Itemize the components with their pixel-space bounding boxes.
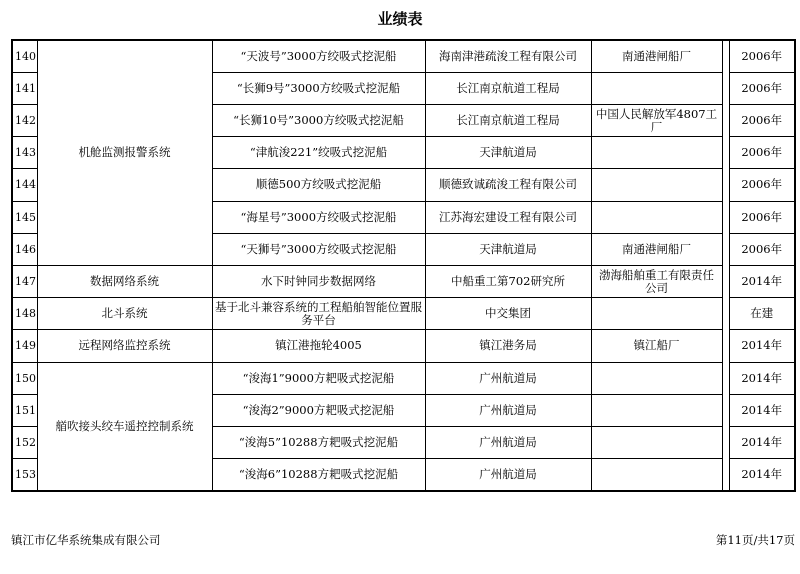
project-name: “津航浚221”绞吸式挖泥船: [212, 137, 425, 169]
table-row: [12, 298, 795, 330]
year: 2006年: [729, 233, 795, 265]
system-name: 北斗系统: [37, 298, 212, 330]
shipyard-name: [591, 459, 722, 491]
system-name: 艏吹接头绞车遥控控制系统: [37, 362, 212, 491]
gap-cell: [722, 362, 729, 394]
project-name: 镇江港拖轮4005: [212, 330, 425, 362]
year: 在建: [729, 298, 795, 330]
table-row: [12, 330, 795, 362]
year: 2006年: [729, 169, 795, 201]
page-title: 业绩表: [377, 10, 423, 28]
table-row: [12, 362, 795, 394]
row-number: 140: [12, 40, 37, 72]
shipyard-name: [591, 426, 722, 458]
row-number: 142: [12, 104, 37, 136]
project-name: “浚海6”10288方耙吸式挖泥船: [212, 459, 425, 491]
performance-table: [11, 39, 796, 492]
project-name: “浚海1”9000方耙吸式挖泥船: [212, 362, 425, 394]
row-number: 152: [12, 426, 37, 458]
owner-name: 中交集团: [425, 298, 591, 330]
system-name: 远程网络监控系统: [37, 330, 212, 362]
gap-cell: [722, 330, 729, 362]
gap-cell: [722, 201, 729, 233]
shipyard-name: 南通港闸船厂: [591, 40, 722, 72]
footer-page-number: 第11页/共17页: [715, 533, 795, 547]
year: 2006年: [729, 201, 795, 233]
year: 2006年: [729, 72, 795, 104]
gap-cell: [722, 298, 729, 330]
gap-cell: [722, 394, 729, 426]
table-row: [12, 265, 795, 297]
gap-cell: [722, 137, 729, 169]
project-name: “天波号”3000方绞吸式挖泥船: [212, 40, 425, 72]
project-name: “浚海2”9000方耙吸式挖泥船: [212, 394, 425, 426]
owner-name: 广州航道局: [425, 362, 591, 394]
shipyard-name: [591, 72, 722, 104]
row-number: 149: [12, 330, 37, 362]
project-name: “浚海5”10288方耙吸式挖泥船: [212, 426, 425, 458]
system-name: 数据网络系统: [37, 265, 212, 297]
owner-name: 广州航道局: [425, 459, 591, 491]
year: 2014年: [729, 265, 795, 297]
row-number: 147: [12, 265, 37, 297]
owner-name: 镇江港务局: [425, 330, 591, 362]
owner-name: 江苏海宏建设工程有限公司: [425, 201, 591, 233]
owner-name: 中船重工第702研究所: [425, 265, 591, 297]
row-number: 144: [12, 169, 37, 201]
row-number: 141: [12, 72, 37, 104]
row-number: 145: [12, 201, 37, 233]
row-number: 143: [12, 137, 37, 169]
gap-cell: [722, 104, 729, 136]
owner-name: 长江南京航道工程局: [425, 104, 591, 136]
shipyard-name: [591, 169, 722, 201]
owner-name: 广州航道局: [425, 394, 591, 426]
shipyard-name: 南通港闸船厂: [591, 233, 722, 265]
shipyard-name: 镇江船厂: [591, 330, 722, 362]
project-name: 水下时钟同步数据网络: [212, 265, 425, 297]
gap-cell: [722, 40, 729, 72]
shipyard-name: [591, 298, 722, 330]
owner-name: 长江南京航道工程局: [425, 72, 591, 104]
year: 2014年: [729, 394, 795, 426]
project-name: “天狮号”3000方绞吸式挖泥船: [212, 233, 425, 265]
year: 2006年: [729, 137, 795, 169]
project-name: 顺德500方绞吸式挖泥船: [212, 169, 425, 201]
owner-name: 天津航道局: [425, 233, 591, 265]
gap-cell: [722, 233, 729, 265]
year: 2014年: [729, 330, 795, 362]
shipyard-name: 中国人民解放军4807工厂: [591, 104, 722, 136]
table-row: [12, 40, 795, 72]
gap-cell: [722, 72, 729, 104]
year: 2006年: [729, 40, 795, 72]
owner-name: 广州航道局: [425, 426, 591, 458]
year: 2014年: [729, 459, 795, 491]
project-name: “长狮9号”3000方绞吸式挖泥船: [212, 72, 425, 104]
owner-name: 顺德致诚疏浚工程有限公司: [425, 169, 591, 201]
year: 2014年: [729, 362, 795, 394]
project-name: “长狮10号”3000方绞吸式挖泥船: [212, 104, 425, 136]
project-name: 基于北斗兼容系统的工程船舶智能位置服务平台: [212, 298, 425, 330]
project-name: “海星号”3000方绞吸式挖泥船: [212, 201, 425, 233]
row-number: 151: [12, 394, 37, 426]
owner-name: 海南津港疏浚工程有限公司: [425, 40, 591, 72]
system-name: 机舱监测报警系统: [37, 40, 212, 265]
shipyard-name: [591, 394, 722, 426]
shipyard-name: [591, 137, 722, 169]
shipyard-name: 渤海船舶重工有限责任公司: [591, 265, 722, 297]
row-number: 153: [12, 459, 37, 491]
row-number: 150: [12, 362, 37, 394]
shipyard-name: [591, 362, 722, 394]
gap-cell: [722, 459, 729, 491]
shipyard-name: [591, 201, 722, 233]
owner-name: 天津航道局: [425, 137, 591, 169]
row-number: 146: [12, 233, 37, 265]
footer-company: 镇江市亿华系统集成有限公司: [11, 533, 161, 547]
row-number: 148: [12, 298, 37, 330]
year: 2014年: [729, 426, 795, 458]
gap-cell: [722, 169, 729, 201]
gap-cell: [722, 265, 729, 297]
year: 2006年: [729, 104, 795, 136]
gap-cell: [722, 426, 729, 458]
